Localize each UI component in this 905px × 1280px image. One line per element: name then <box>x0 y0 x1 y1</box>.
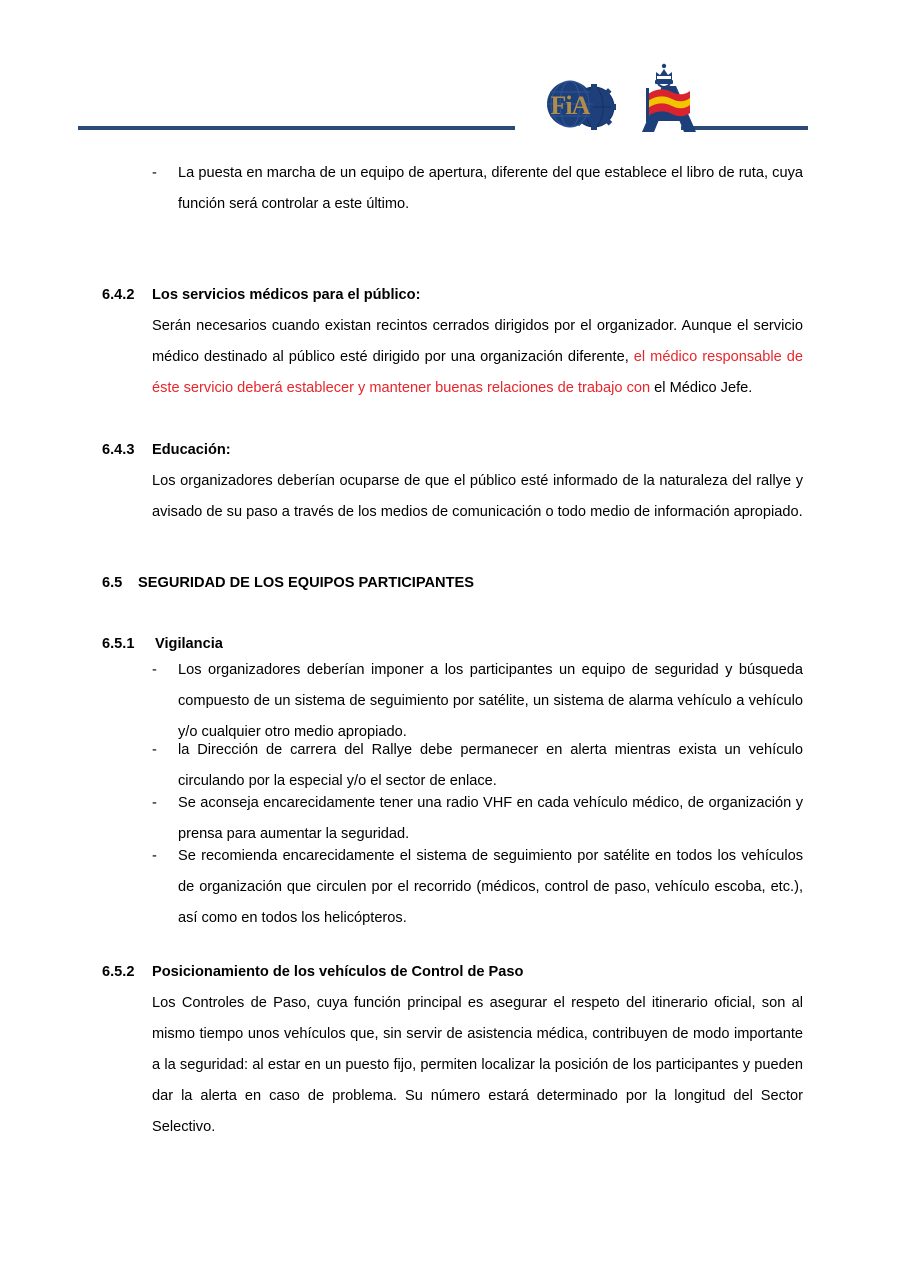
section-number-6-4-2: 6.4.2 <box>102 287 135 303</box>
bullet-text-4: Se recomienda encarecidamente el sistema de seguimiento por satélite en todos los vehículos de organización que circulen por el recorrido (médicos, control de paso, vehículo escoba, etc.), así como en todos los helicópteros. <box>178 848 803 926</box>
bullet-text-2: la Dirección de carrera del Rallye debe permanecer en alerta mientras exista un vehículo circulando por la especial y/o el sector de enlace. <box>178 742 803 789</box>
section-heading-6-5-2: Posicionamiento de los vehículos de Control de Paso <box>152 964 524 980</box>
major-section-title: SEGURIDAD DE LOS EQUIPOS PARTICIPANTES <box>138 575 474 591</box>
bullet-marker: - <box>152 165 157 181</box>
section-heading-6-4-2: Los servicios médicos para el público: <box>152 287 421 303</box>
section-heading-6-5-1: Vigilancia <box>155 636 223 652</box>
bullet-marker: - <box>152 742 157 758</box>
paragraph-part-plain-2: el Médico Jefe. <box>650 380 753 396</box>
section-heading-6-4-3: Educación: <box>152 442 231 458</box>
section-number-6-5-1: 6.5.1 <box>102 636 135 652</box>
paragraph-part-highlight: el médico responsable de éste servicio deberá establecer y mantener buenas relaciones de trabajo con <box>152 349 803 396</box>
page-header <box>0 0 905 140</box>
paragraph-part-plain-1: Serán necesarios cuando existan recintos cerrados dirigidos por el organizador. Aunque el servicio médico destinado al público esté dirigido por una organización diferente, <box>152 318 803 365</box>
section-paragraph-6-4-2 <box>152 311 803 404</box>
intro-bullet-text: La puesta en marcha de un equipo de apertura, diferente del que establece el libro de ruta, cuya función será controlar a este último. <box>178 165 803 212</box>
svg-text:FiA: FiA <box>550 91 590 120</box>
section-number-6-4-3: 6.4.3 <box>102 442 135 458</box>
bullet-marker: - <box>152 662 157 678</box>
bullet-text-3: Se aconseja encarecidamente tener una radio VHF en cada vehículo médico, de organización y prensa para aumentar la seguridad. <box>178 795 803 842</box>
bullet-marker: - <box>152 848 157 864</box>
section-number-6-5-2: 6.5.2 <box>102 964 135 980</box>
bullet-text-1: Los organizadores deberían imponer a los participantes un equipo de seguridad y búsqueda compuesto de un sistema de seguimiento por satélite, un sistema de alarma vehículo a vehículo y/o cualquier otro medio apropiado. <box>178 662 803 740</box>
rfeda-logo <box>634 58 704 136</box>
header-rule-left <box>78 126 515 130</box>
section-paragraph-6-5-2: Los Controles de Paso, cuya función principal es asegurar el respeto del itinerario oficial, son al mismo tiempo unos vehículos que, sin servir de asistencia médica, contribuyen de modo importante a la seguridad: al estar en un puesto fijo, permiten localizar la posición de los participantes y pueden dar la alerta en caso de problema. Su número estará determinado por la longitud del Sector Selectivo. <box>152 995 803 1135</box>
bullet-marker: - <box>152 795 157 811</box>
major-section-number-6-5: 6.5 <box>102 575 123 591</box>
fia-logo <box>536 76 624 132</box>
section-paragraph-6-4-3: Los organizadores deberían ocuparse de que el público esté informado de la naturaleza del rallye y avisado de su paso a través de los medios de comunicación o todo medio de información apropiado. <box>152 473 803 520</box>
